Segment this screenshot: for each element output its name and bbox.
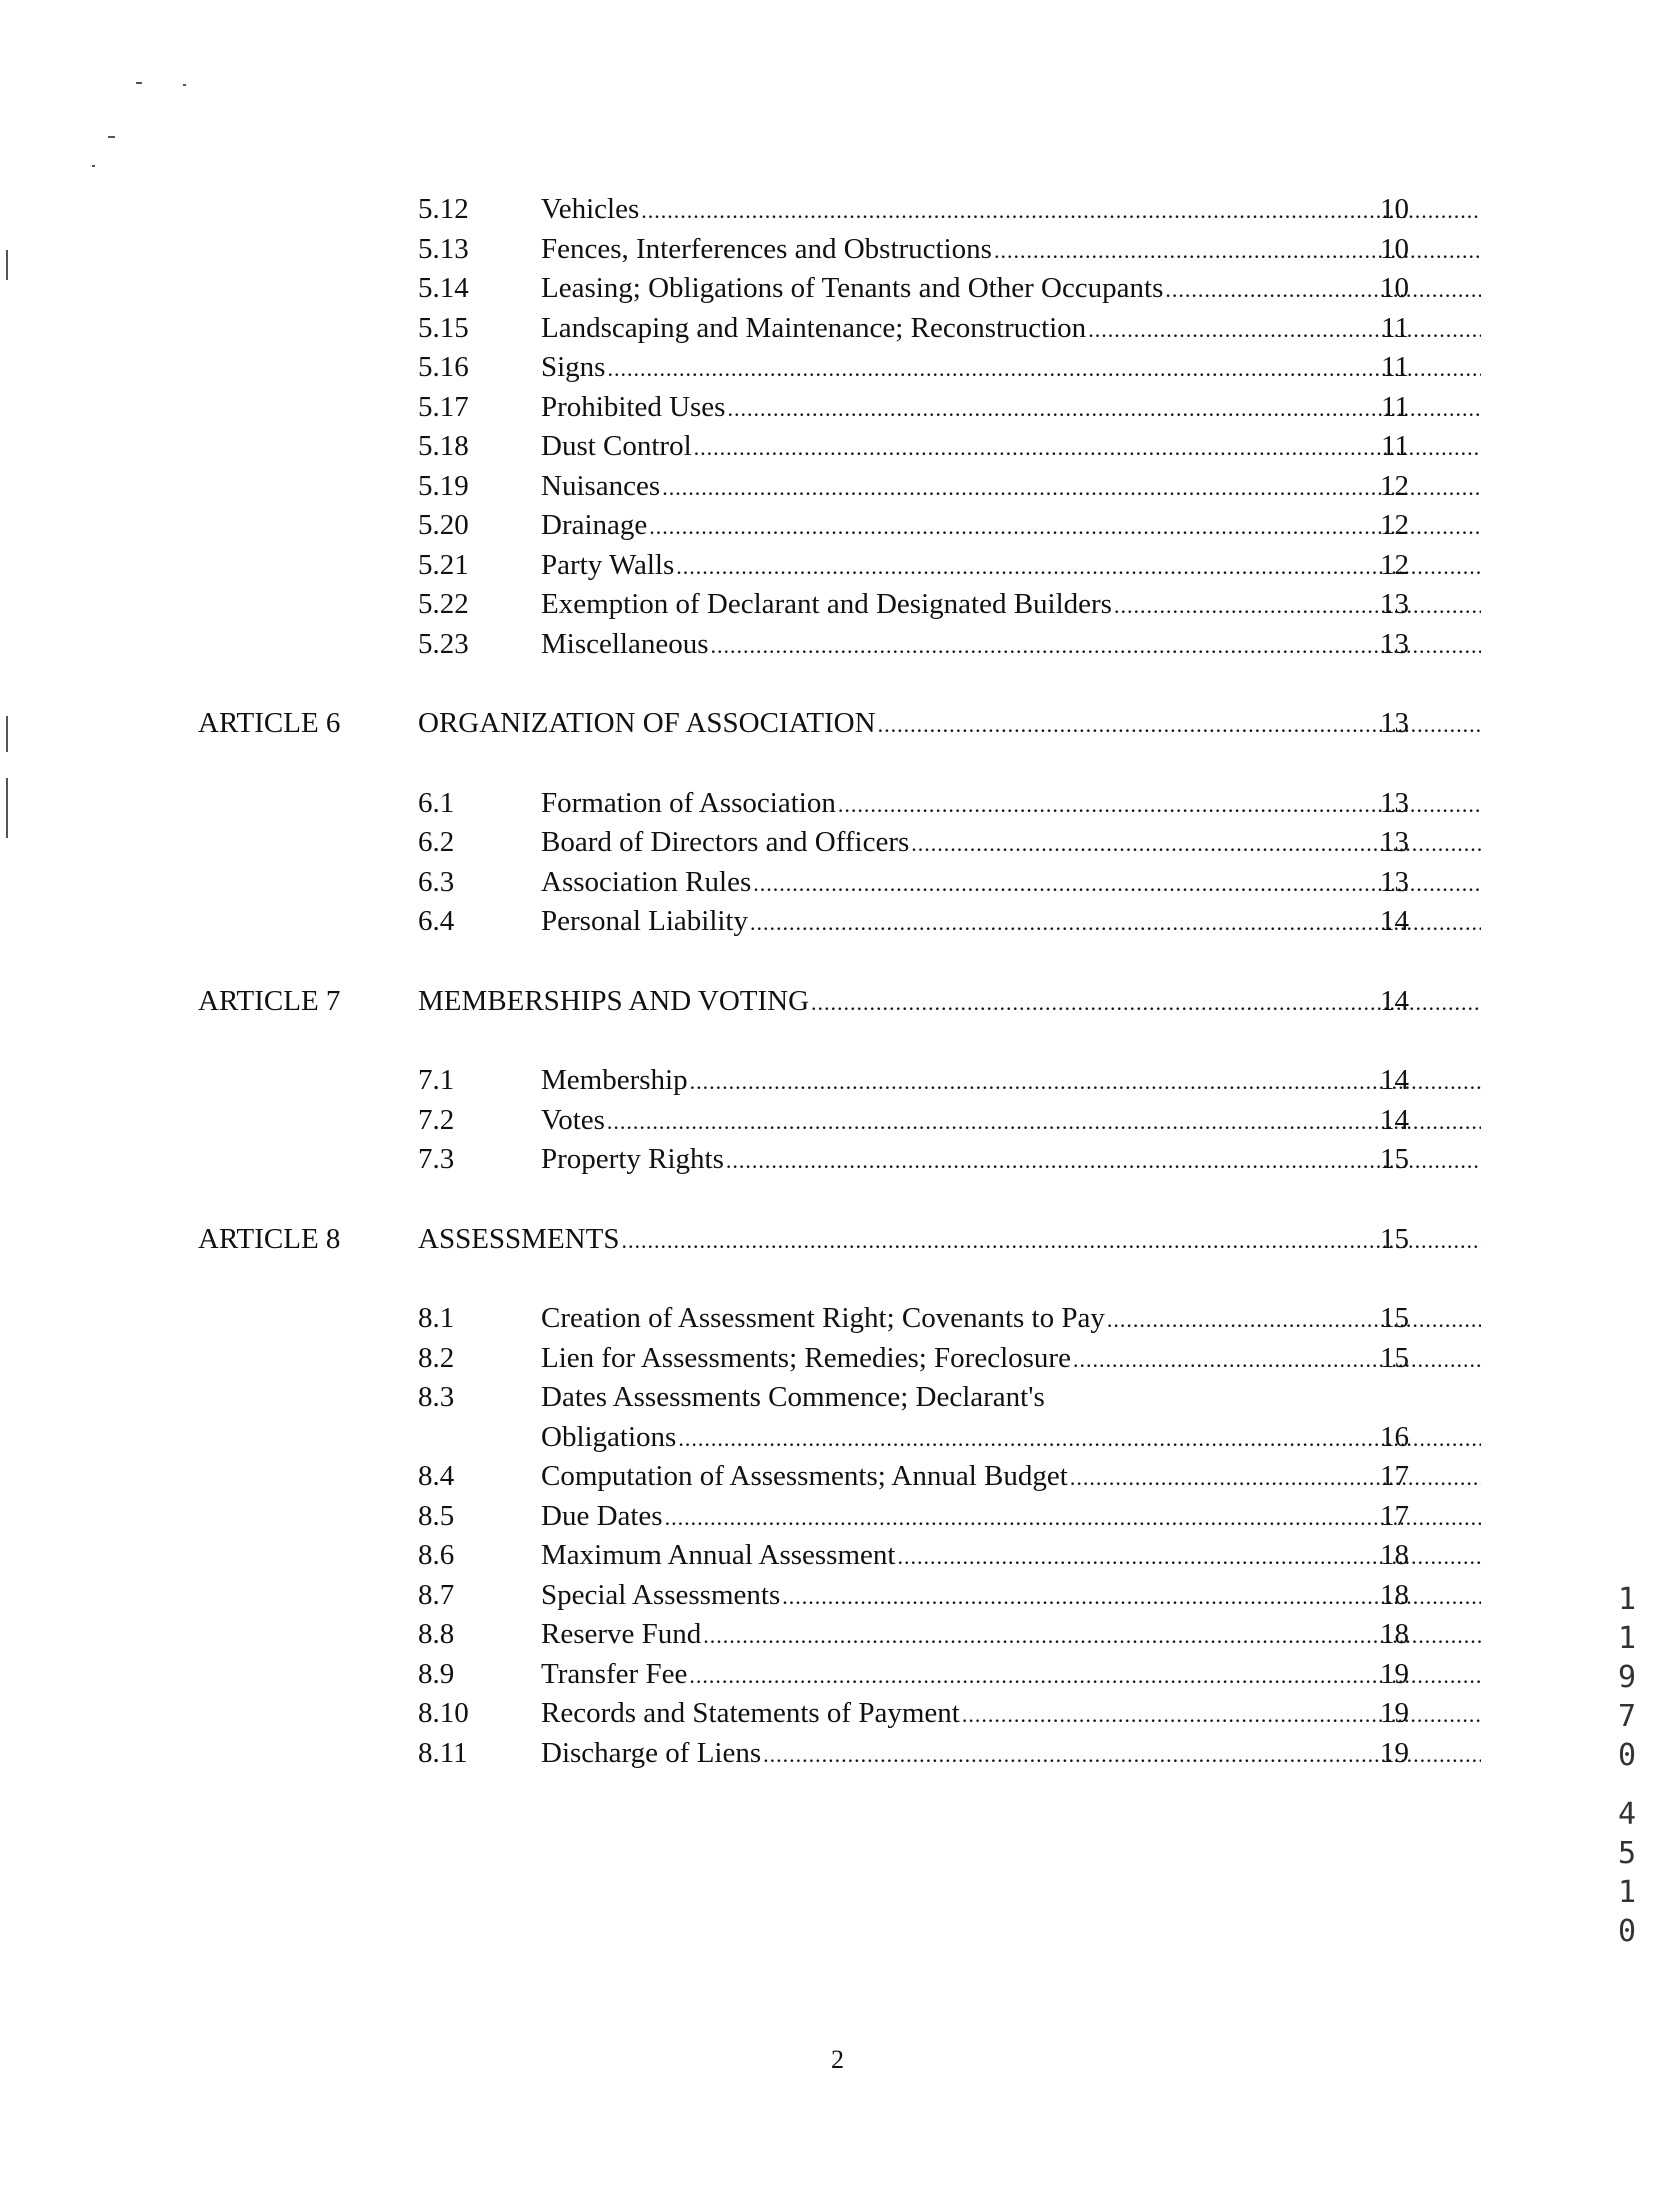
page-number: 10 [1380, 193, 1409, 225]
section-number: 8.1 [418, 1302, 455, 1334]
section-number: 5.23 [418, 627, 469, 660]
page-number: 13 [1380, 707, 1409, 739]
section-title: Signs [541, 351, 606, 383]
section-number: 8.4 [418, 1460, 455, 1492]
toc-entry-row [198, 1140, 1409, 1180]
section-title: Property Rights [541, 1143, 724, 1175]
toc-group-article-5 [198, 190, 1409, 664]
section-number: 5.17 [418, 390, 469, 423]
section-title: Creation of Assessment Right; Covenants to Pay [541, 1302, 1105, 1334]
section-number: 5.16 [418, 351, 469, 383]
section-title: Dates Assessments Commence; Declarant's [541, 1381, 1045, 1413]
toc-entry-row [198, 546, 1409, 586]
section-number: 5.19 [418, 469, 469, 502]
toc-entry-row [198, 585, 1409, 625]
toc-entry-row [198, 1497, 1409, 1537]
section-number: 8.9 [418, 1657, 455, 1690]
article-title: ASSESSMENTS [418, 1222, 620, 1255]
scan-mark [108, 136, 115, 138]
toc-entry-row [198, 1615, 1409, 1655]
section-number: 7.3 [418, 1143, 455, 1175]
toc-entry-row [198, 269, 1409, 309]
page-number: 15 [1380, 1302, 1409, 1334]
section-number: 8.5 [418, 1499, 455, 1532]
toc-entry-row [198, 784, 1409, 824]
section-title: Maximum Annual Assessment [541, 1539, 896, 1571]
toc-entry-row [198, 388, 1409, 428]
page-number: 14 [1380, 1064, 1409, 1096]
toc-entry-row [198, 467, 1409, 507]
section-number: 6.4 [418, 905, 455, 937]
section-title: Party Walls [541, 548, 675, 581]
page-number: 10 [1380, 232, 1409, 265]
toc-entry-row [198, 427, 1409, 467]
scan-mark [136, 82, 142, 84]
toc-article-row [198, 982, 1409, 1022]
dot-leader [1071, 1340, 1481, 1379]
dot-leader [1112, 586, 1481, 625]
section-title: Personal Liability [541, 905, 748, 937]
page-number: 13 [1380, 588, 1409, 620]
section-title: Fences, Interferences and Obstructions [541, 232, 992, 265]
scan-mark [92, 165, 95, 167]
document-stamp [1612, 1580, 1642, 1951]
section-title: Vehicles [541, 193, 640, 225]
page-number: 13 [1380, 627, 1409, 660]
page-number: 19 [1380, 1697, 1409, 1729]
toc-entry-row [198, 1536, 1409, 1576]
toc-entry-row [198, 230, 1409, 270]
section-number: 5.20 [418, 509, 469, 541]
toc-group-article-6 [198, 784, 1409, 942]
toc-entry-row [198, 348, 1409, 388]
stamp-digit: 1 [1617, 1621, 1637, 1656]
stamp-digit: 4 [1617, 1797, 1637, 1832]
section-number: 6.1 [418, 786, 455, 819]
section-number: 5.12 [418, 193, 469, 225]
section-title: Reserve Fund [541, 1618, 702, 1650]
section-number: 8.3 [418, 1381, 455, 1413]
section-title: Board of Directors and Officers [541, 826, 910, 858]
article-label: ARTICLE 7 [198, 984, 341, 1017]
section-title: Dust Control [541, 430, 692, 462]
section-title: Votes [541, 1103, 605, 1136]
section-number: 8.8 [418, 1618, 455, 1650]
stamp-digit: 7 [1617, 1699, 1637, 1734]
scan-mark [6, 250, 8, 280]
section-number: 7.1 [418, 1064, 455, 1096]
section-number: 8.6 [418, 1539, 455, 1571]
section-number: 8.7 [418, 1578, 455, 1611]
scan-mark [6, 716, 8, 752]
section-title: Formation of Association [541, 786, 836, 819]
toc-entry-row [198, 823, 1409, 863]
page-number: 11 [1381, 430, 1409, 462]
page-number: 14 [1380, 984, 1409, 1017]
page-number: 13 [1380, 865, 1409, 898]
section-title: Records and Statements of Payment [541, 1697, 960, 1729]
article-title: MEMBERSHIPS AND VOTING [418, 984, 810, 1017]
section-title: Drainage [541, 509, 648, 541]
section-number: 7.2 [418, 1103, 455, 1136]
section-title: Leasing; Obligations of Tenants and Other Occupants [541, 272, 1164, 304]
toc-entry-row [198, 1694, 1409, 1734]
toc-entry-row [198, 625, 1409, 665]
section-number: 5.18 [418, 430, 469, 462]
page-number: 15 [1380, 1143, 1409, 1175]
toc-entry-row [198, 1655, 1409, 1695]
scan-mark [183, 84, 186, 86]
dot-leader [1163, 270, 1481, 309]
page-number: 19 [1380, 1736, 1409, 1769]
table-of-contents [198, 190, 1409, 1773]
page-number: 15 [1380, 1222, 1409, 1255]
toc-entry-row [198, 1061, 1409, 1101]
section-title: Membership [541, 1064, 688, 1096]
toc-entry-row [198, 506, 1409, 546]
toc-entry-row [198, 863, 1409, 903]
page-number: 18 [1380, 1539, 1409, 1571]
section-number: 8.11 [418, 1736, 468, 1769]
section-number: 5.14 [418, 272, 469, 304]
page-number: 19 [1380, 1657, 1409, 1690]
section-title: Transfer Fee [541, 1657, 688, 1690]
toc-group-article-8-part-2 [198, 1457, 1409, 1773]
section-title: Landscaping and Maintenance; Reconstruction [541, 311, 1087, 344]
stamp-digit: 5 [1617, 1836, 1637, 1871]
page-number: 14 [1380, 905, 1409, 937]
section-title: Nuisances [541, 469, 661, 502]
toc-entry-row [198, 1576, 1409, 1616]
stamp-digit: 1 [1617, 1582, 1637, 1617]
toc-entry-row [198, 1457, 1409, 1497]
article-label: ARTICLE 6 [198, 707, 341, 739]
section-number: 6.3 [418, 865, 455, 898]
toc-entry-row [198, 1101, 1409, 1141]
section-number: 6.2 [418, 826, 455, 858]
dot-leader [1105, 1300, 1481, 1339]
dot-leader [1086, 310, 1481, 349]
page-number: 18 [1380, 1618, 1409, 1650]
page-number: 13 [1380, 826, 1409, 858]
section-title: Computation of Assessments; Annual Budget [541, 1460, 1068, 1492]
toc-group-article-7 [198, 1061, 1409, 1180]
section-number: 5.22 [418, 588, 469, 620]
page-number: 15 [1380, 1341, 1409, 1374]
toc-entry-row [198, 309, 1409, 349]
section-title: Miscellaneous [541, 627, 709, 660]
section-title: Prohibited Uses [541, 390, 726, 423]
section-number: 5.13 [418, 232, 469, 265]
page-number: 11 [1381, 351, 1409, 383]
toc-article-row [198, 704, 1409, 744]
page-number: 14 [1380, 1103, 1409, 1136]
stamp-digit: 0 [1617, 1738, 1637, 1773]
article-title: ORGANIZATION OF ASSOCIATION [418, 707, 876, 739]
section-number: 8.2 [418, 1341, 455, 1374]
section-title-continued: Obligations [541, 1420, 677, 1453]
toc-entry-row [198, 1378, 1398, 1418]
page-number: 13 [1380, 786, 1409, 819]
section-title: Exemption of Declarant and Designated Builders [541, 588, 1112, 620]
toc-group-article-8-part-1 [198, 1299, 1409, 1378]
page-number: 12 [1380, 548, 1409, 581]
toc-entry-row [198, 902, 1409, 942]
page-number: 18 [1380, 1578, 1409, 1611]
page-number: 17 [1380, 1499, 1409, 1532]
scan-mark [6, 778, 8, 838]
page-number-footer: 2 [831, 2045, 844, 2074]
section-number: 5.15 [418, 311, 469, 344]
page-number: 10 [1380, 272, 1409, 304]
page-number: 11 [1381, 390, 1409, 423]
section-number: 5.21 [418, 548, 469, 581]
page-number: 17 [1380, 1460, 1409, 1492]
dot-leader [1068, 1458, 1481, 1497]
section-title: Due Dates [541, 1499, 663, 1532]
page-number: 11 [1381, 311, 1409, 344]
page-number: 16 [1380, 1420, 1409, 1453]
toc-entry-row [198, 1734, 1409, 1774]
section-title: Lien for Assessments; Remedies; Foreclosure [541, 1341, 1071, 1374]
toc-entry-row [198, 190, 1409, 230]
section-title: Association Rules [541, 865, 752, 898]
stamp-digit: 1 [1617, 1875, 1637, 1910]
toc-entry-row [198, 1339, 1409, 1379]
section-title: Special Assessments [541, 1578, 781, 1611]
toc-entry-row [198, 1418, 1409, 1458]
stamp-digit: 0 [1617, 1914, 1637, 1949]
toc-article-row [198, 1220, 1409, 1260]
toc-entry-row [198, 1299, 1409, 1339]
page-number: 12 [1380, 509, 1409, 541]
article-label: ARTICLE 8 [198, 1222, 341, 1255]
stamp-digit: 9 [1617, 1660, 1637, 1695]
section-title: Discharge of Liens [541, 1736, 762, 1769]
section-number: 8.10 [418, 1697, 469, 1729]
page-number: 12 [1380, 469, 1409, 502]
